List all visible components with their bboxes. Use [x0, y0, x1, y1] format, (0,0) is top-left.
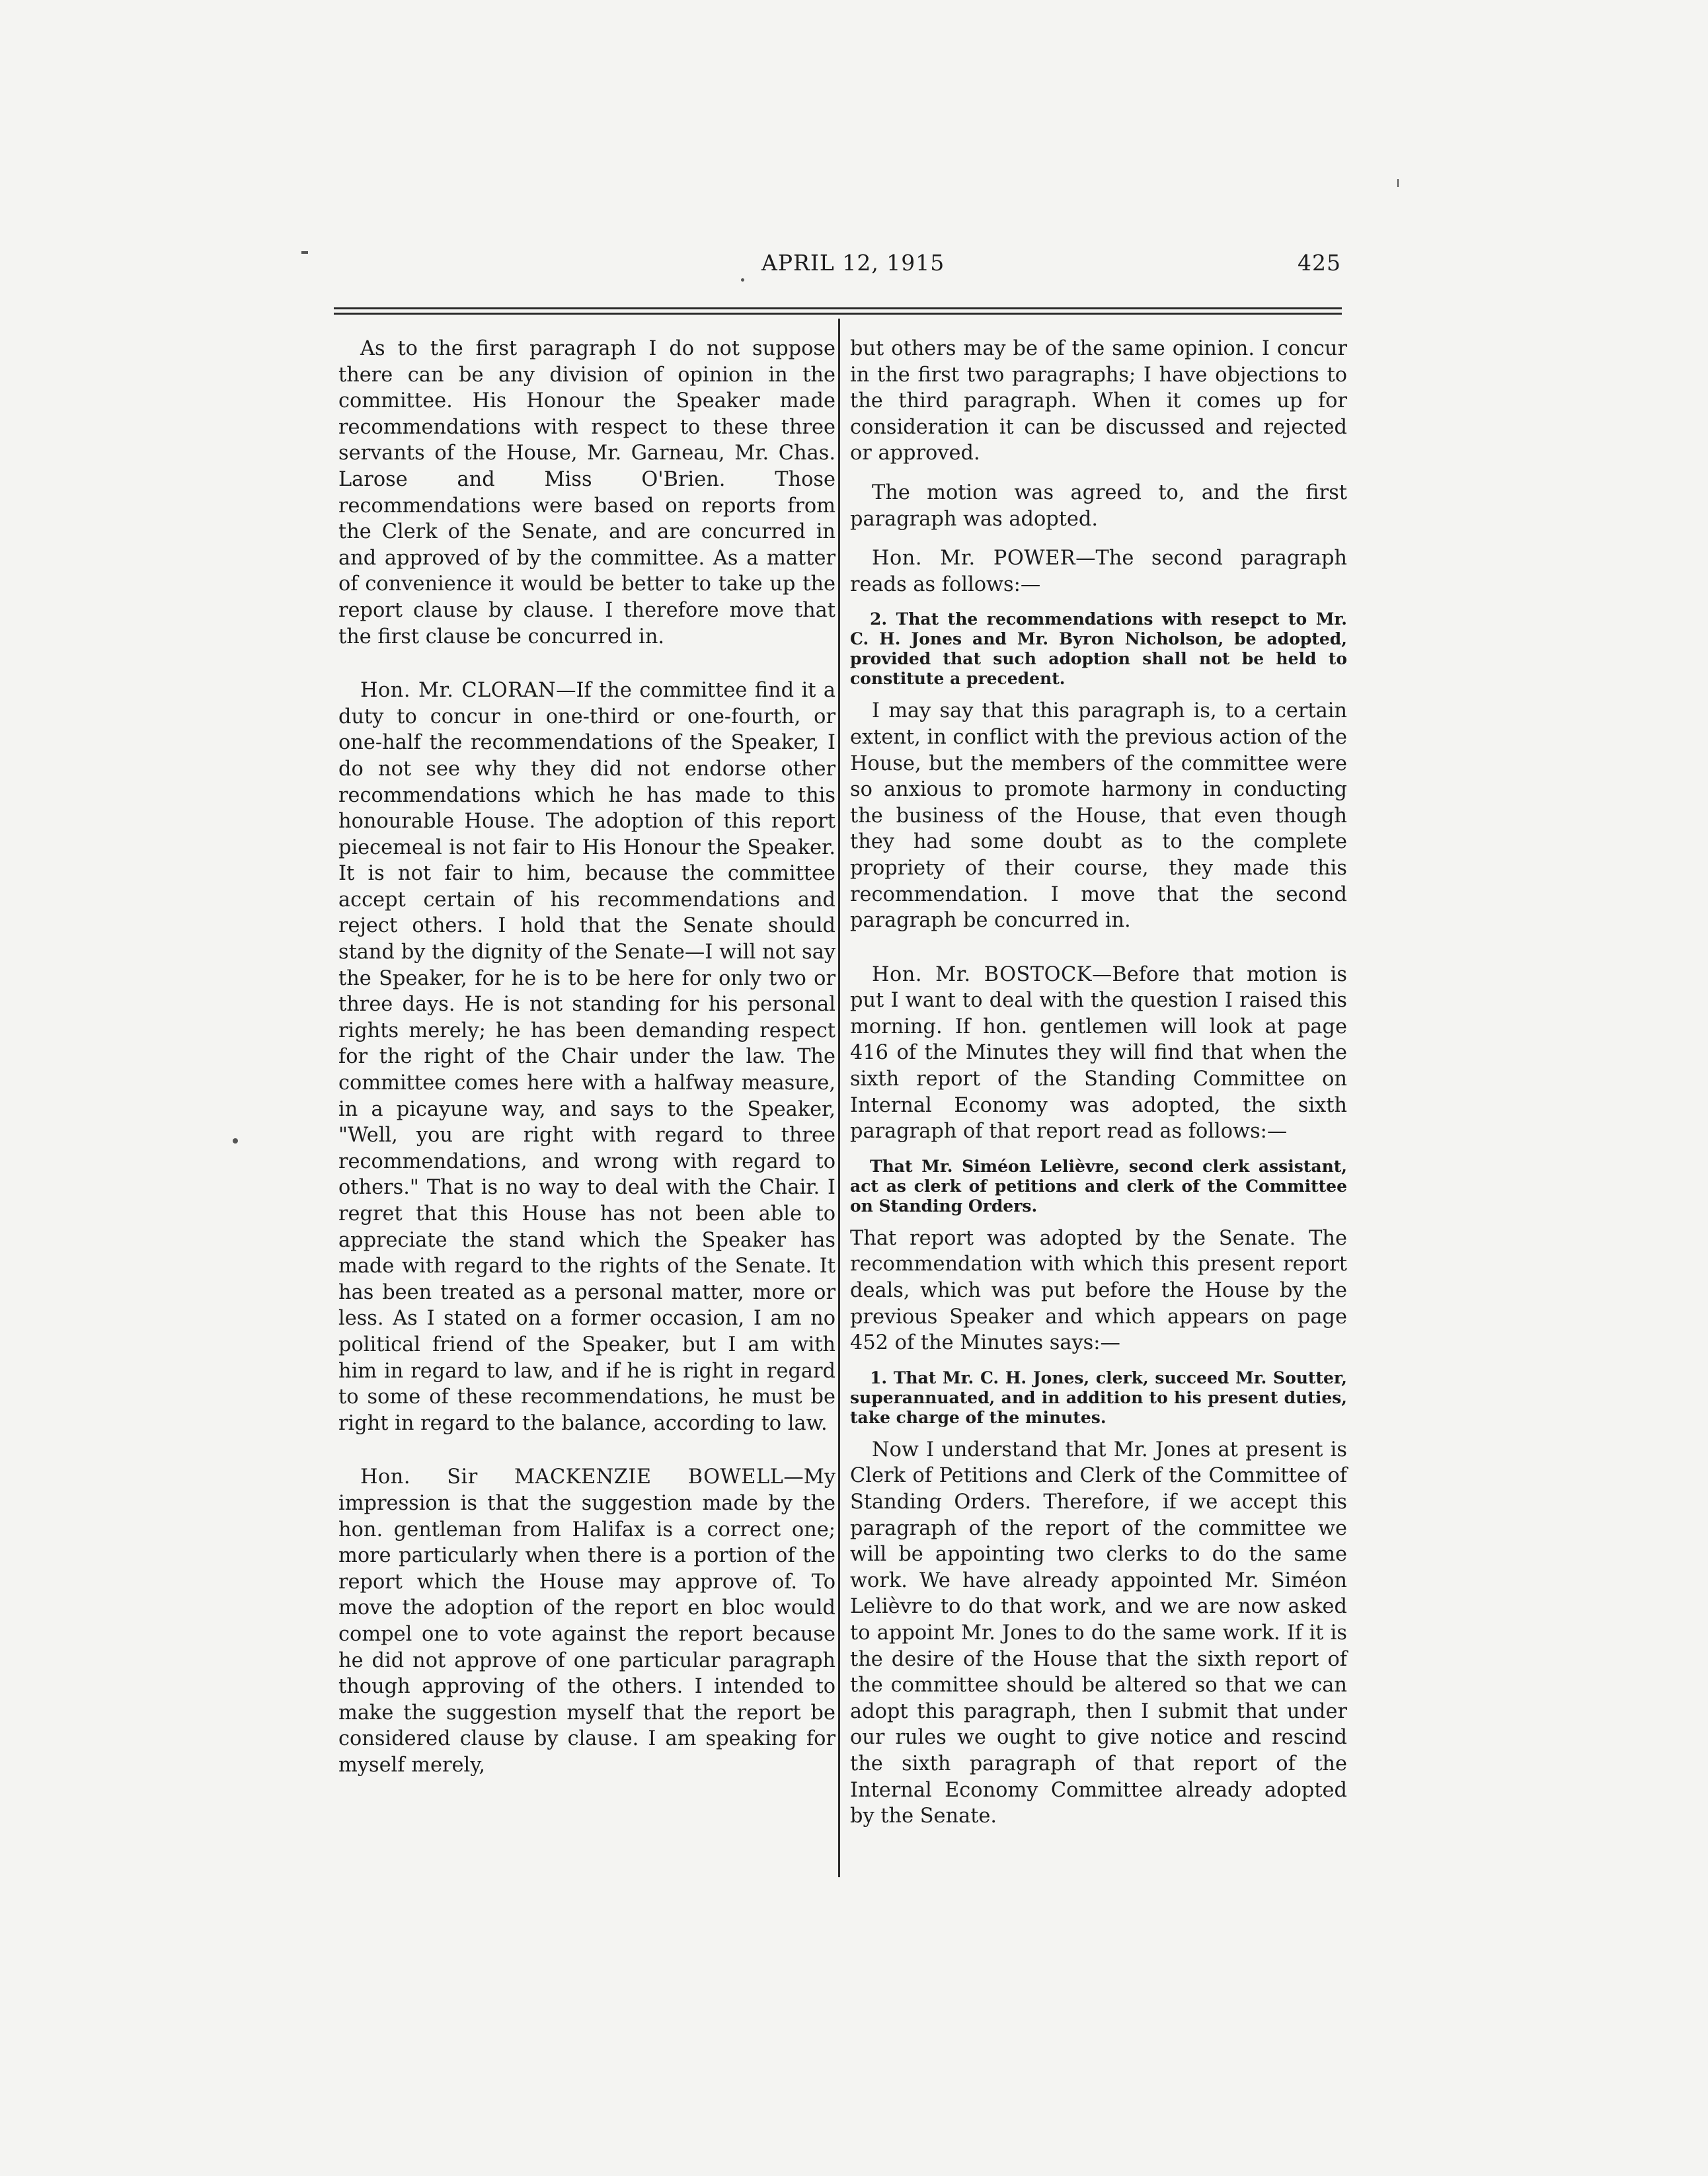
speech-text: —If the committee find it a duty to concur in one-third or one-fourth, or one-half the recommendations of the Speaker, I do not see why they did not endorse other recommendations which he has made to this honourable House. The adoption of this report piecemeal is not fair to His Honour the Speaker. It is not fair to him, because the committee accept certain of his recommendations and reject others. I hold that the Senate should stand by the dignity of the Senate—I will not say the Speaker, for he is to be here for only two or three days. He is not standing for his personal rights merely; he has been demanding respect for the right of the Chair under the law. The committee comes here with a halfway measure, in a picayune way, and says to the Speaker, "Well, you are right with regard to three recommendations, and wrong with regard to others." That is no way to deal with the Chair. I regret that this House has not been able to appreciate the stand which the Speaker has made with regard to the rights of the Senate. It has been treated as a personal matter, more or less. As I stated on a former occasion, I am no political friend of the Speaker, but I am with him in regard to law, and if he is right in regard to some of these recommendations, he must be right in regard to the balance, according to law.	[338, 679, 835, 1435]
page-number: 425	[1298, 250, 1341, 276]
right-column	[850, 336, 1347, 1830]
column-divider	[838, 319, 840, 1877]
paragraph-cloran	[338, 678, 835, 1436]
paragraph: I may say that this paragraph is, to a certain extent, in conflict with the previous action of the House, but the members of the committee were so anxious to promote harmony in conducting the business of the House, that even though they had some doubt as to the complete propriety of their course, they made this recommendation. I move that the second paragraph be concurred in.	[850, 699, 1347, 933]
quoted-paragraph: 2. That the recommendations with resepct to Mr. C. H. Jones and Mr. Byron Nicholson, be adopted, provided that such adoption shall not be held to constitute a precedent.	[850, 609, 1347, 689]
paragraph: Now I understand that Mr. Jones at present is Clerk of Petitions and Clerk of the Committee of Standing Orders. Therefore, if we accept this paragraph of the report of the committee we will be appointing two clerks to do the same work. We have already appointed Mr. Siméon Lelièvre to do that work, and we are now asked to appoint Mr. Jones to do the same work. If it is the desire of the House that the sixth report of the committee should be altered so that we can adopt this paragraph, then I submit that under our rules we ought to give notice and rescind the sixth paragraph of that report of the Internal Economy Committee already adopted by the Senate.	[850, 1438, 1347, 1828]
quoted-paragraph: That Mr. Siméon Lelièvre, second clerk assistant, act as clerk of petitions and clerk of the Committee on Standing Orders.	[850, 1156, 1347, 1216]
speaker-name: Hon. Mr. BOSTOCK	[872, 962, 1093, 986]
paragraph: The motion was agreed to, and the first paragraph was adopted.	[850, 481, 1347, 531]
scan-speck	[741, 278, 744, 282]
speaker-name: Hon. Mr. CLORAN	[360, 679, 557, 703]
speaker-name: Hon. Sir MACKENZIE BOWELL	[360, 1465, 784, 1489]
header-rule-top	[334, 307, 1342, 309]
page-header	[334, 250, 1345, 283]
paragraph-bowell	[338, 1464, 835, 1778]
speech-text: —My impression is that the suggestion made by the hon. gentleman from Halifax is a correct one; more particularly when there is a portion of the report which the House may approve of. To move the adoption of the report en bloc would compel one to vote against the report because he did not approve of one particular paragraph though approving of the others. I intended to make the suggestion myself that the report be considered clause by clause. I am speaking for myself merely,	[338, 1465, 835, 1777]
scan-speck	[233, 1138, 238, 1144]
speech-text: —Before that motion is put I want to deal with the question I raised this morning. If hon. gentlemen will look at page 416 of the Minutes they will find that when the sixth report of the Standing Committee on Internal Economy was adopted, the sixth paragraph of that report read as follows:—	[850, 962, 1347, 1144]
paragraph-bostock	[850, 962, 1347, 1145]
paragraph: but others may be of the same opinion. I concur in the first two paragraphs; I have objections to the third paragraph. When it comes up for consideration it can be discussed and rejected or approved.	[850, 337, 1347, 465]
scan-speck	[301, 251, 308, 254]
speaker-name: Hon. Mr. POWER	[872, 547, 1076, 570]
quoted-paragraph: 1. That Mr. C. H. Jones, clerk, succeed Mr. Soutter, superannuated, and in addition to his present duties, take charge of the minutes.	[850, 1368, 1347, 1427]
paragraph: As to the first paragraph I do not suppose there can be any division of opinion in the committee. His Honour the Speaker made recommendations with respect to these three servants of the House, Mr. Garneau, Mr. Chas. Larose and Miss O'Brien. Those recommendations were based on reports from the Clerk of the Senate, and are concurred in and approved of by the committee. As a matter of convenience it would be better to take up the report clause by clause. I therefore move that the first clause be concurred in.	[338, 337, 835, 648]
header-date: APRIL 12, 1915	[761, 250, 945, 276]
scan-speck	[1397, 179, 1399, 187]
paragraph-power	[850, 545, 1347, 598]
header-rule-bottom	[334, 313, 1342, 315]
left-column	[338, 336, 835, 1778]
speech-text: —The second paragraph reads as follows:—	[850, 547, 1347, 596]
paragraph: That report was adopted by the Senate. The recommendation with which this present report deals, which was put before the House by the previous Speaker and which appears on page 452 of the Minutes says:—	[850, 1226, 1347, 1355]
